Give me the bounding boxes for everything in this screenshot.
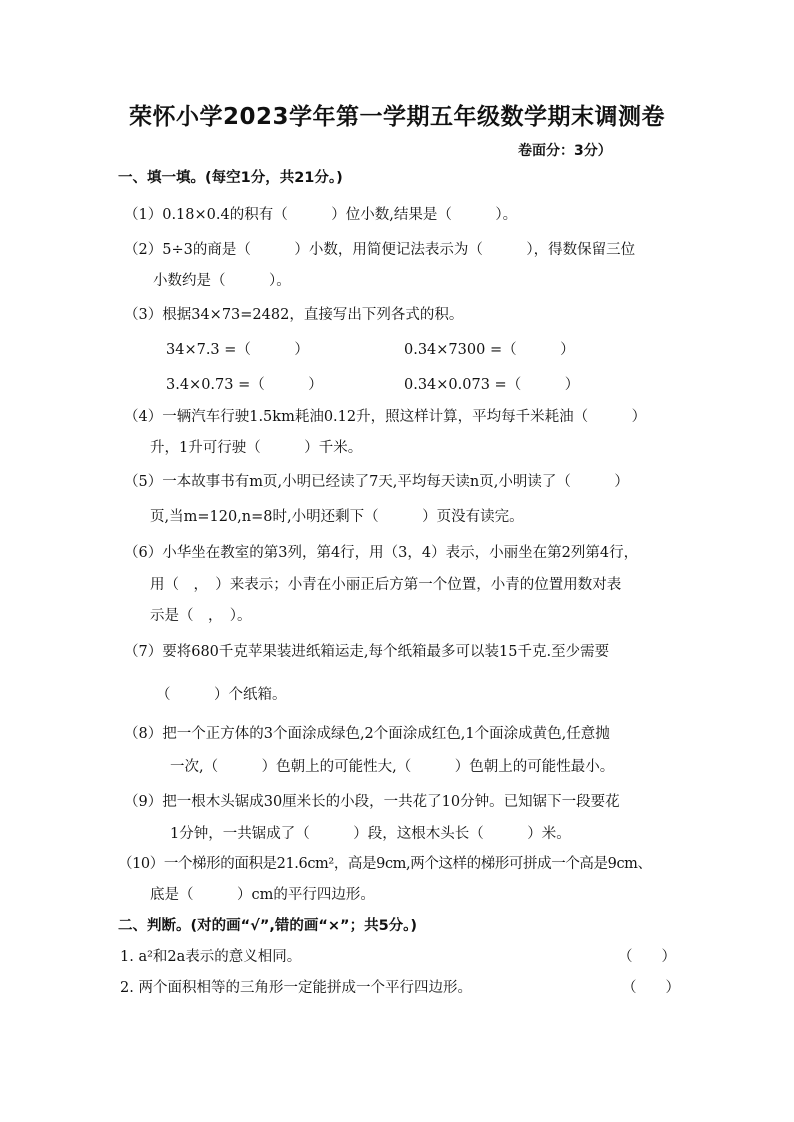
question-line: 一次,（ ）色朝上的可能性大,（ ）色朝上的可能性最小。 <box>170 759 615 775</box>
judge-answer-blank: （ ） <box>622 980 680 996</box>
question-line: （8）把一个正方体的3个面涂成绿色,2个面涂成红色,1个面涂成黄色,任意抛 <box>124 726 610 742</box>
question-line: （ ）个纸箱。 <box>156 687 287 703</box>
page-title: 荣怀小学2023学年第一学期五年级数学期末调测卷 <box>128 104 665 130</box>
section2-heading: 二、判断。(对的画“√”,错的画“×”；共5分。) <box>118 918 418 934</box>
judge-item: 2. 两个面积相等的三角形一定能拼成一个平行四边形。 <box>120 980 472 996</box>
question-line: 页,当m=120,n=8时,小明还剩下（ ）页没有读完。 <box>150 509 524 525</box>
question-line: 底是（ ）cm的平行四边形。 <box>150 887 375 903</box>
question-line: 示是（ ， ）。 <box>150 608 252 624</box>
question-line: （2）5÷3的商是（ ）小数，用简便记法表示为（ ），得数保留三位 <box>124 242 636 258</box>
section1-heading: 一、填一填。(每空1分，共21分。) <box>118 170 343 186</box>
question-line: （6）小华坐在教室的第3列，第4行，用（3，4）表示，小丽坐在第2列第4行， <box>124 545 639 561</box>
question-line: （9）把一根木头锯成30厘米长的小段，一共花了10分钟。已知锯下一段要花 <box>124 794 620 810</box>
question-line: （4）一辆汽车行驶1.5km耗油0.12升，照这样计算，平均每千米耗油（ ） <box>124 409 647 425</box>
question-line: （10）一个梯形的面积是21.6cm²，高是9cm,两个这样的梯形可拼成一个高是9cm、 <box>118 856 652 872</box>
score-note: 卷面分：3分） <box>518 143 612 159</box>
question-line: 升，1升可行驶（ ）千米。 <box>150 440 363 456</box>
question-line: （1）0.18×0.4的积有（ ）位小数,结果是（ ）。 <box>124 207 518 223</box>
question-line: 用（ ， ）来表示；小青在小丽正后方第一个位置，小青的位置用数对表 <box>150 577 622 593</box>
calc-item: 0.34×7300 =（ ） <box>404 342 575 358</box>
calc-item: 0.34×0.073 =（ ） <box>404 377 580 393</box>
judge-item: 1. a²和2a表示的意义相同。 <box>120 949 302 965</box>
calc-item: 3.4×0.73 =（ ） <box>166 377 323 393</box>
calc-item: 34×7.3 =（ ） <box>166 342 309 358</box>
judge-answer-blank: （ ） <box>618 949 676 965</box>
question-line: 1分钟，一共锯成了（ ）段，这根木头长（ ）米。 <box>170 826 571 842</box>
question-line: 小数约是（ ）。 <box>153 273 291 289</box>
question-line: （7）要将680千克苹果装进纸箱运走,每个纸箱最多可以装15千克.至少需要 <box>124 644 610 660</box>
question-line: （3）根据34×73=2482，直接写出下列各式的积。 <box>124 307 464 323</box>
question-line: （5）一本故事书有m页,小明已经读了7天,平均每天读n页,小明读了（ ） <box>124 474 629 490</box>
